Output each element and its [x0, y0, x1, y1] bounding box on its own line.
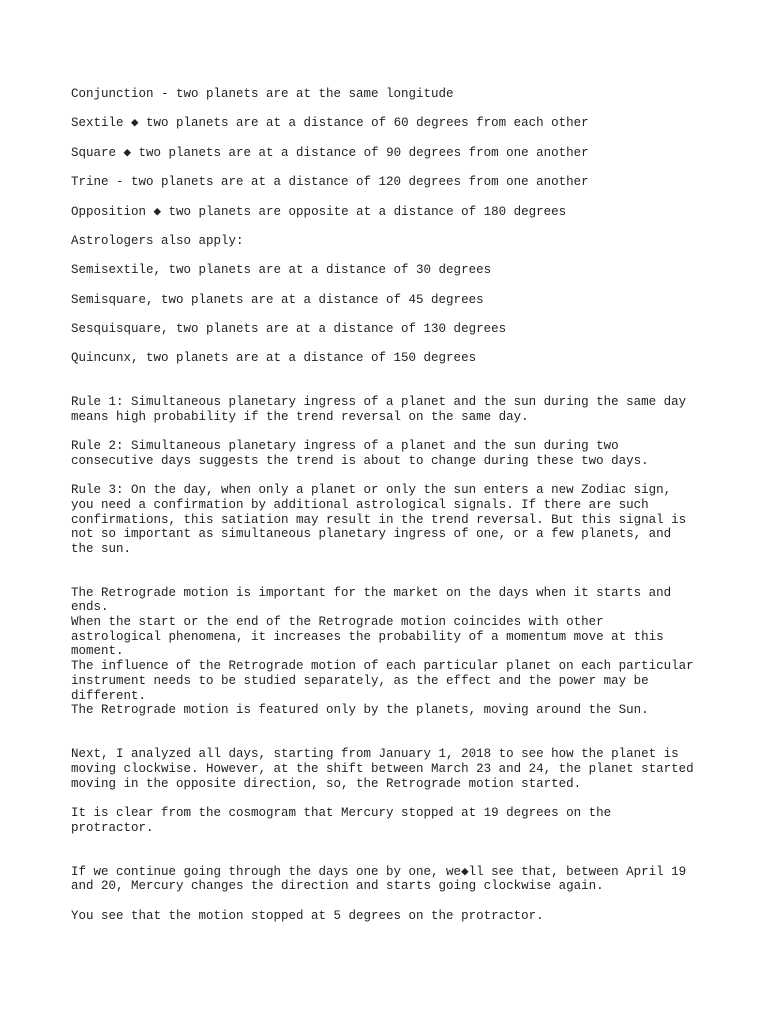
- retrograde-line: The Retrograde motion is important for the market on the days when it starts and: [71, 586, 672, 600]
- rule3-line: Rule 3: On the day, when only a planet or only the sun enters a new Zodiac sign,: [71, 483, 672, 497]
- retrograde-line: The Retrograde motion is featured only by the planets, moving around the Sun.: [71, 703, 649, 717]
- cosmogram-line: protractor.: [71, 821, 154, 835]
- analysis-line: moving in the opposite direction, so, the Retrograde motion started.: [71, 777, 582, 791]
- retrograde-line: When the start or the end of the Retrograde motion coincides with other: [71, 615, 604, 629]
- retrograde-line: different.: [71, 689, 147, 703]
- also-apply-heading: Astrologers also apply:: [71, 234, 244, 248]
- aspect-square: Square ◆ two planets are at a distance of 90 degrees from one another: [71, 146, 589, 160]
- retrograde-line: moment.: [71, 644, 124, 658]
- rule1-line: Rule 1: Simultaneous planetary ingress of a planet and the sun during the same day: [71, 395, 687, 409]
- rule2-line: Rule 2: Simultaneous planetary ingress of a planet and the sun during two: [71, 439, 619, 453]
- retrograde-line: instrument needs to be studied separately, as the effect and the power may be: [71, 674, 649, 688]
- retrograde-line: ends.: [71, 600, 109, 614]
- analysis-line: moving clockwise. However, at the shift between March 23 and 24, the planet started: [71, 762, 694, 776]
- rule3-line: you need a confirmation by additional astrological signals. If there are such: [71, 498, 649, 512]
- aspect-conjunction: Conjunction - two planets are at the same longitude: [71, 87, 454, 101]
- retrograde-line: The influence of the Retrograde motion of each particular planet on each particular: [71, 659, 694, 673]
- rule3-line: the sun.: [71, 542, 132, 556]
- retrograde-line: astrological phenomena, it increases the probability of a momentum move at this: [71, 630, 664, 644]
- aspect-semisextile: Semisextile, two planets are at a distance of 30 degrees: [71, 263, 492, 277]
- continue-line: and 20, Mercury changes the direction and starts going clockwise again.: [71, 879, 604, 893]
- rule3-line: confirmations, this satiation may result in the trend reversal. But this signal is: [71, 513, 687, 527]
- aspect-sesquisquare: Sesquisquare, two planets are at a distance of 130 degrees: [71, 322, 507, 336]
- rule3-line: not so important as simultaneous planetary ingress of one, or a few planets, and: [71, 527, 672, 541]
- continue-line: If we continue going through the days one by one, we◆ll see that, between April 19: [71, 865, 687, 879]
- cosmogram-line: It is clear from the cosmogram that Mercury stopped at 19 degrees on the: [71, 806, 612, 820]
- aspect-trine: Trine - two planets are at a distance of 120 degrees from one another: [71, 175, 589, 189]
- rule2-line: consecutive days suggests the trend is about to change during these two days.: [71, 454, 649, 468]
- aspect-semisquare: Semisquare, two planets are at a distance of 45 degrees: [71, 293, 484, 307]
- rule1-line: means high probability if the trend reversal on the same day.: [71, 410, 529, 424]
- aspect-sextile: Sextile ◆ two planets are at a distance of 60 degrees from each other: [71, 116, 589, 130]
- aspect-opposition: Opposition ◆ two planets are opposite at a distance of 180 degrees: [71, 205, 567, 219]
- aspect-quincunx: Quincunx, two planets are at a distance of 150 degrees: [71, 351, 477, 365]
- analysis-line: Next, I analyzed all days, starting from January 1, 2018 to see how the planet is: [71, 747, 679, 761]
- final-line: You see that the motion stopped at 5 degrees on the protractor.: [71, 909, 544, 923]
